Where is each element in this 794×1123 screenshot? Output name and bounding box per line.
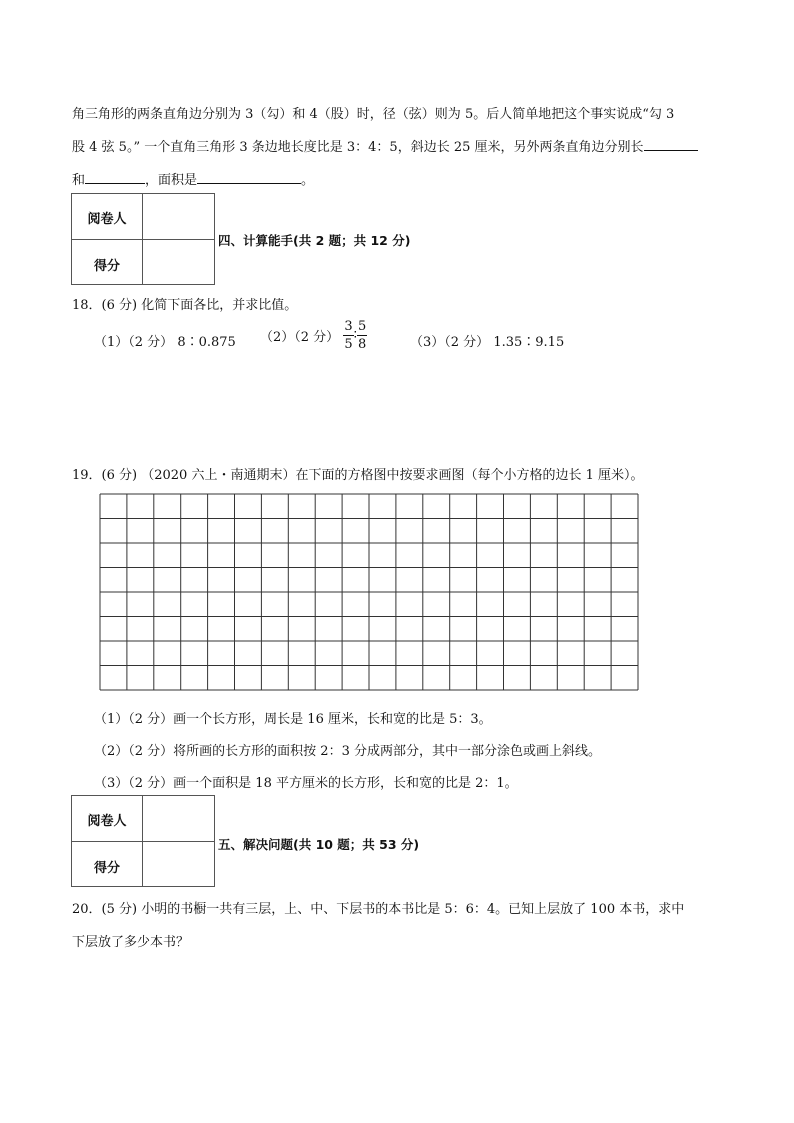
score-box-section5	[71, 795, 215, 887]
fraction-denominator: 5	[344, 337, 353, 352]
q19-part1: （1）（2 分）画一个长方形，周长是 16 厘米，长和宽的比是 5：3。	[94, 712, 492, 727]
answer-blank-leg2[interactable]	[85, 169, 145, 184]
fraction	[343, 320, 353, 351]
square-grid[interactable]	[99, 493, 639, 691]
q19-part2: （2）（2 分）将所画的长方形的面积按 2：3 分成两部分，其中一部分涂色或画上斜线。	[94, 744, 601, 759]
section4-title: 四、计算能手(共 2 题；共 12 分)	[218, 233, 411, 248]
q17-line2	[72, 136, 698, 155]
answer-blank-leg1[interactable]	[644, 136, 698, 151]
q17-line3-prefix: 和	[72, 173, 86, 188]
reviewer-input-cell[interactable]	[143, 796, 215, 841]
q17-line1: 角三角形的两条直角边分别为 3（勾）和 4（股）时，径（弦）则为 5。后人简单地把这个事实说成“勾 3	[72, 107, 675, 122]
reviewer-label: 阅卷人	[87, 814, 127, 829]
q18-part1	[94, 331, 236, 350]
section5-title: 五、解决问题(共 10 题；共 53 分)	[218, 837, 420, 852]
answer-blank-area[interactable]	[197, 169, 301, 184]
q19-stem: 19．(6 分) （2020 六上・南通期末）在下面的方格图中按要求画图（每个小方格的边长 1 厘米）。	[72, 468, 644, 483]
q20-line1: 20．(5 分) 小明的书橱一共有三层，上、中、下层书的本书比是 5：6：4。已知上层放了 100 本书，求中	[72, 902, 685, 917]
reviewer-input-cell[interactable]	[143, 194, 215, 239]
q17-line3	[72, 169, 314, 188]
q18-part1-label: （1）（2 分）	[94, 335, 174, 350]
fraction	[357, 320, 367, 351]
score-input-cell[interactable]	[143, 842, 215, 887]
q18-stem: 18．(6 分) 化简下面各比，并求比值。	[72, 298, 298, 313]
q17-line2-text: 股 4 弦 5。” 一个直角三角形 3 条边地长度比是 3：4：5，斜边长 25 厘米，另外两条直角边分别长	[72, 140, 644, 155]
q18-part3-label: （3）（2 分）	[410, 335, 490, 350]
q18-part2-label: （2）（2 分）	[260, 330, 340, 345]
fraction-denominator: 8	[358, 337, 367, 352]
score-input-cell[interactable]	[143, 240, 215, 285]
q18-part3	[410, 331, 564, 350]
q17-line3-suffix: 。	[301, 173, 315, 188]
fraction-numerator: 3	[344, 319, 353, 334]
score-label: 得分	[93, 861, 120, 876]
fraction-numerator: 5	[358, 319, 367, 334]
score-label: 得分	[93, 259, 120, 274]
ratio-colon: ∶	[353, 328, 357, 343]
q19-part3: （3）（2 分）画一个面积是 18 平方厘米的长方形，长和宽的比是 2：1。	[94, 776, 518, 791]
score-box-section4	[71, 193, 215, 285]
q18-part3-expr: 1.35∶9.15	[493, 335, 565, 350]
reviewer-label: 阅卷人	[87, 212, 127, 227]
q18-part2	[260, 320, 367, 351]
q20-line2: 下层放了多少本书？	[72, 935, 190, 950]
q17-line3-middle: ，面积是	[145, 173, 198, 188]
q18-part1-expr: 8∶0.875	[177, 335, 236, 350]
